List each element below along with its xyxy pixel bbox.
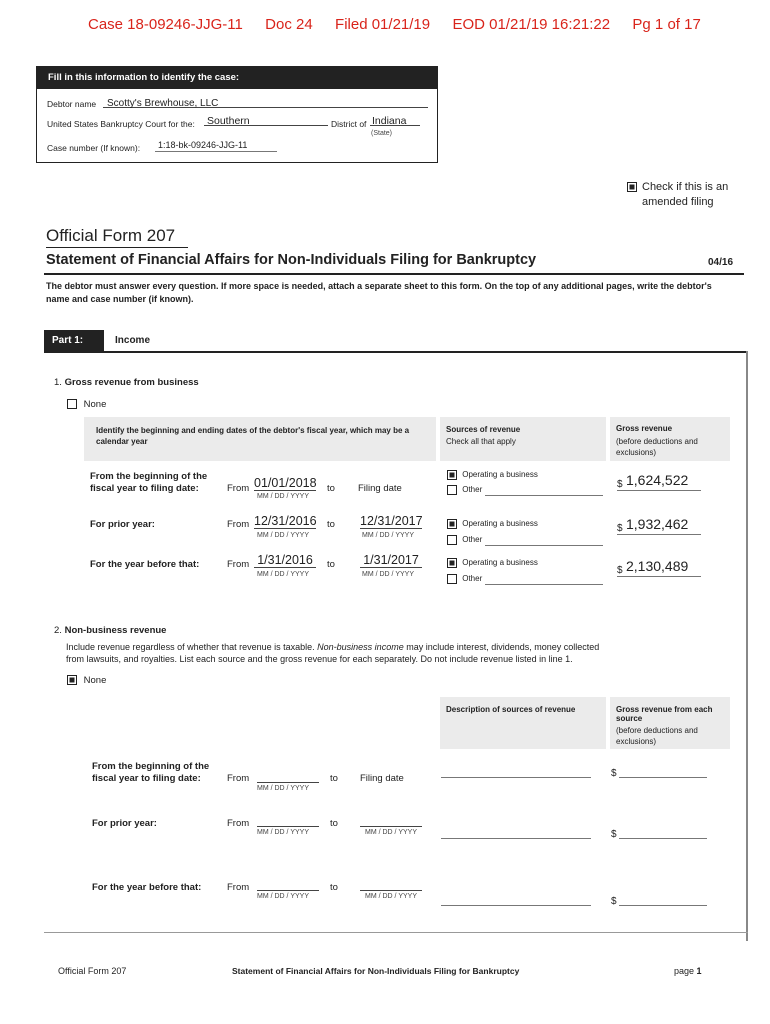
q1-amount-value: 1,624,522: [626, 472, 689, 488]
footer-page-label: page: [674, 966, 695, 976]
q1-from-label: From: [227, 519, 250, 530]
footer-title: Statement of Financial Affairs for Non-Individuals Filing for Bankruptcy: [232, 966, 520, 976]
q2-row-2: [0, 879, 770, 919]
q1-other-option[interactable]: [447, 574, 482, 584]
q2-from-date-field[interactable]: [257, 768, 319, 783]
q1-title: Gross revenue from business: [64, 377, 199, 388]
q2-col2-header: [440, 697, 606, 749]
q2-col3-header-line1: Gross revenue from each: [616, 705, 713, 714]
q2-col3-header-line2: source: [616, 714, 643, 723]
q1-operating-label: Operating a business: [462, 558, 538, 568]
q2-row-label-line1: For prior year:: [92, 818, 157, 829]
q1-none-label: None: [83, 399, 107, 410]
q2-amount-field[interactable]: [619, 777, 707, 778]
q1-amount-value: 1,932,462: [626, 516, 689, 532]
q2-row-0: [0, 760, 770, 800]
debtor-name-field[interactable]: [103, 93, 428, 108]
q2-to-date-hint: MM / DD / YYYY: [365, 893, 417, 900]
q1-to-date-value: 12/31/2017: [360, 514, 423, 528]
q2-to-date-field[interactable]: [360, 879, 422, 891]
q2-from-date-field[interactable]: [257, 879, 319, 891]
q1-amount-value: 2,130,489: [626, 558, 689, 574]
q2-description-field[interactable]: [441, 905, 591, 906]
q1-operating-checkbox[interactable]: [447, 470, 457, 480]
footer-page: [674, 966, 702, 976]
q1-row-0: [0, 470, 770, 506]
q1-operating-checkbox[interactable]: [447, 519, 457, 529]
q2-desc-line1: [66, 641, 599, 653]
q1-col1-header: [84, 417, 436, 461]
q1-heading: [54, 377, 199, 388]
court-value: Southern: [207, 115, 250, 127]
q1-currency: $: [617, 523, 623, 534]
q1-other-checkbox[interactable]: [447, 485, 457, 495]
district-field[interactable]: [370, 111, 420, 126]
q2-to-label: to: [330, 818, 338, 829]
q2-desc-emphasis: Non-business income: [317, 642, 404, 652]
q2-currency: $: [611, 896, 617, 907]
q2-description-field[interactable]: [441, 838, 591, 839]
q1-other-label: Other: [462, 485, 483, 495]
case-id-box: [36, 66, 438, 163]
q1-row-label-line2: fiscal year to filing date:: [90, 483, 199, 494]
q1-none-checkbox[interactable]: [67, 399, 77, 409]
q1-from-date-value: 01/01/2018: [254, 476, 317, 490]
q1-amount-field[interactable]: [617, 472, 701, 491]
amended-checkbox[interactable]: [627, 182, 637, 192]
q1-row-2: [0, 551, 770, 587]
q1-col3-header: [610, 417, 730, 461]
q1-to-date-hint: MM / DD / YYYY: [362, 571, 414, 578]
q1-from-date-hint: MM / DD / YYYY: [257, 532, 309, 539]
q1-operating-option[interactable]: [447, 558, 538, 568]
part1-label: Part 1:: [44, 330, 104, 352]
q1-from-label: From: [227, 559, 250, 570]
q2-number: 2.: [54, 625, 62, 636]
part1-rule: [44, 351, 748, 353]
q1-operating-label: Operating a business: [462, 470, 538, 480]
q2-amount-field[interactable]: [619, 838, 707, 839]
court-stamp: [88, 16, 701, 33]
q1-col2-header: [440, 417, 606, 461]
q1-other-option[interactable]: [447, 485, 482, 495]
q1-operating-checkbox[interactable]: [447, 558, 457, 568]
q1-col1-header-text: Identify the beginning and ending dates of the debtor's fiscal year, which may be a calendar year: [96, 426, 410, 446]
q2-currency: $: [611, 768, 617, 779]
q1-from-label: From: [227, 483, 250, 494]
q1-number: 1.: [54, 377, 62, 388]
q2-currency: $: [611, 829, 617, 840]
q2-amount-field[interactable]: [619, 905, 707, 906]
q2-to-date-field[interactable]: [360, 815, 422, 827]
q2-title: Non-business revenue: [64, 625, 167, 636]
debtor-name-label: Debtor name: [47, 99, 97, 109]
form-title-rule: [44, 273, 744, 275]
q1-to-date-field[interactable]: [360, 551, 422, 568]
q2-to-label: to: [330, 882, 338, 893]
q1-other-label: Other: [462, 574, 483, 584]
q2-col2-header-text: Description of sources of revenue: [446, 705, 576, 714]
q2-from-date-hint: MM / DD / YYYY: [257, 893, 309, 900]
case-number-value: 1:18-bk-09246-JJG-11: [158, 140, 248, 150]
amended-filing-option[interactable]: [627, 180, 728, 210]
q2-row-label-line1: For the year before that:: [92, 882, 202, 893]
q1-from-date-hint: MM / DD / YYYY: [257, 571, 309, 578]
q1-from-date-field[interactable]: [254, 551, 316, 568]
q1-other-checkbox[interactable]: [447, 535, 457, 545]
q2-desc-line2: from lawsuits, and royalties. List each source and the gross revenue for each separately. Do not include revenue listed in line 1.: [66, 654, 573, 664]
q2-row-1: [0, 815, 770, 855]
q2-from-date-hint: MM / DD / YYYY: [257, 785, 309, 792]
q1-to-label: to: [327, 559, 335, 570]
court-field[interactable]: [204, 111, 328, 126]
amended-label-1: Check if this is an: [642, 181, 729, 193]
q2-row-label-line2: fiscal year to filing date:: [92, 773, 201, 784]
q2-heading: [54, 625, 166, 636]
q1-operating-label: Operating a business: [462, 519, 538, 529]
q1-to-label: to: [327, 483, 335, 494]
q1-currency: $: [617, 565, 623, 576]
q1-amount-field[interactable]: [617, 516, 701, 535]
form-title: Statement of Financial Affairs for Non-Individuals Filing for Bankruptcy: [46, 252, 537, 268]
stamp-case: Case 18-09246-JJG-11: [88, 16, 243, 33]
q1-row-label-line1: From the beginning of the: [90, 471, 208, 482]
stamp-doc: Doc 24: [265, 16, 313, 33]
q1-other-line[interactable]: [485, 495, 603, 496]
part1-title: Income: [115, 335, 151, 346]
q2-to-date-hint: MM / DD / YYYY: [365, 829, 417, 836]
q2-none-option[interactable]: [67, 675, 106, 686]
form-instructions: The debtor must answer every question. If more space is needed, attach a separate sheet to this form. On the top of any additional pages, write the debtor's name and case number (if known).: [46, 281, 712, 304]
q1-to-date-value: 1/31/2017: [363, 553, 419, 567]
q1-from-date-value: 1/31/2016: [257, 553, 313, 567]
q1-other-label: Other: [462, 535, 483, 545]
district-label: District of: [331, 119, 367, 129]
q1-to-date-field[interactable]: [360, 512, 422, 529]
q2-none-checkbox[interactable]: [67, 675, 77, 685]
q1-col3-header-text: Gross revenue: [616, 424, 673, 433]
q1-other-line[interactable]: [485, 584, 603, 585]
state-label: (State): [371, 130, 393, 137]
case-number-field[interactable]: [155, 135, 277, 152]
case-number-label: Case number (If known):: [47, 143, 141, 153]
q2-desc-part-b: may include interest, dividends, money collected: [403, 642, 600, 652]
stamp-filed: Filed 01/21/19: [335, 16, 431, 33]
q1-other-option[interactable]: [447, 535, 482, 545]
q2-desc-part-a: Include revenue regardless of whether that revenue is taxable.: [66, 642, 318, 652]
q2-to-date-value: Filing date: [360, 773, 404, 784]
amended-label-2: amended filing: [642, 196, 714, 208]
q2-none-label: None: [83, 675, 107, 686]
q1-from-date-field[interactable]: [254, 512, 316, 529]
q1-from-date-field[interactable]: [254, 474, 316, 491]
footer-page-number: 1: [696, 966, 702, 976]
q1-operating-option[interactable]: [447, 470, 538, 480]
q1-col2-sub: Check all that apply: [446, 437, 516, 446]
q2-description-field[interactable]: [441, 777, 591, 778]
stamp-eod: EOD 01/21/19 16:21:22: [452, 16, 611, 33]
q2-description: [66, 641, 599, 665]
q1-currency: $: [617, 479, 623, 490]
debtor-name-value: Scotty's Brewhouse, LLC: [107, 98, 219, 109]
q1-none-option[interactable]: [67, 399, 106, 410]
q2-from-date-hint: MM / DD / YYYY: [257, 829, 309, 836]
stamp-page: Pg 1 of 17: [632, 16, 701, 33]
q1-to-date-hint: MM / DD / YYYY: [362, 532, 414, 539]
district-value: Indiana: [372, 115, 407, 127]
footer-form-name: Official Form 207: [58, 966, 127, 976]
q1-other-checkbox[interactable]: [447, 574, 457, 584]
q1-row-label-line1: For the year before that:: [90, 559, 200, 570]
q1-operating-option[interactable]: [447, 519, 538, 529]
part1-bottom-rule: [44, 932, 748, 933]
form-name: Official Form 207: [46, 226, 188, 248]
q2-to-label: to: [330, 773, 338, 784]
court-label: United States Bankruptcy Court for the:: [47, 119, 195, 129]
q2-from-date-field[interactable]: [257, 815, 319, 827]
q1-from-date-hint: MM / DD / YYYY: [257, 493, 309, 500]
q2-col3-sub: (before deductions and exclusions): [616, 726, 698, 746]
q1-row-1: [0, 512, 770, 548]
q1-col2-header-text: Sources of revenue: [446, 425, 521, 434]
case-id-box-title: Fill in this information to identify the case:: [37, 67, 437, 89]
q1-to-date-value: Filing date: [358, 483, 402, 494]
q2-from-label: From: [227, 818, 250, 829]
q1-from-date-value: 12/31/2016: [254, 514, 317, 528]
q2-col3-header: [610, 697, 730, 749]
q1-to-label: to: [327, 519, 335, 530]
q1-amount-field[interactable]: [617, 558, 701, 577]
q2-row-label-line1: From the beginning of the: [92, 761, 210, 772]
q1-other-line[interactable]: [485, 545, 603, 546]
form-version: 04/16: [708, 257, 734, 268]
q2-from-label: From: [227, 882, 250, 893]
q1-col3-sub: (before deductions and exclusions): [616, 437, 698, 457]
q1-row-label-line1: For prior year:: [90, 519, 155, 530]
q2-from-label: From: [227, 773, 250, 784]
